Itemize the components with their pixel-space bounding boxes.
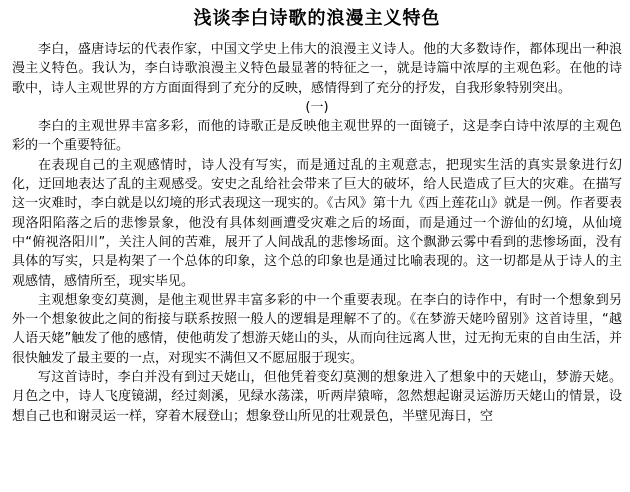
body-paragraph: 李白的主观世界丰富多彩，而他的诗歌正是反映他主观世界的一面镜子，这是李白诗中浓厚的主观色彩的一个重要特征。 [12,119,622,154]
body-paragraph: 写这首诗时，李白并没有到过天姥山，但他凭着变幻莫测的想象进入了想象中的天姥山，梦游天姥。月色之中，诗人飞度镜湖，经过剡溪，见绿水荡漾，听两岸猿啼，忽然想起谢灵运游历天姥山的情景，设想自己也和谢灵运一样，穿着木屐登山；想象登山所见的壮观景色，半壁见海日，空 [12,370,622,424]
section-number: (一) [305,99,329,115]
body-paragraph: 主观想象变幻莫测，是他主观世界丰富多彩的中一个重要表现。在李白的诗作中，有时一个想象到另外一个想象彼此之间的衔接与联系按照一般人的逻辑是理解不了的。《在梦游天姥吟留别》这首诗里，“越人语天姥”触发了他的感情，使他萌发了想游天姥山的头，从而向往远离人世，过无拘无束的自由生活，并很快触发了最主要的一点，对现实不满但又不愿屈服于现实。 [12,292,622,366]
intro-paragraph: 李白，盛唐诗坛的代表作家，中国文学史上伟大的浪漫主义诗人。他的大多数诗作，都体现出一种浪漫主义特色。我认为，李白诗歌浪漫主义特色最显著的特征之一，就是诗篇中浓厚的主观色彩。在他的诗歌中，诗人主观世界的方方面面得到了充分的反映，感情得到了充分的抒发，自我形象特别突出。 [12,42,622,96]
document-title: 浅谈李白诗歌的浪漫主义特色 [193,8,441,29]
body-paragraph: 在表现自己的主观感情时，诗人没有写实，而是通过乱的主观意志，把现实生活的真实景象进行幻化，迂回地表达了乱的主观感受。安史之乱给社会带来了巨大的破坏，给人民造成了巨大的灾难。在描写这一灾难时，李白就是以幻境的形式表现这一现实的。《古风》第十九《西上莲花山》就是一例。作者要表现洛阳陷落之后的悲惨景象，他没有具体刻画遭受灾难之后的场面，而是通过一个游仙的幻境，从仙境中“俯视洛阳川”，关注人间的苦难，展开了人间战乱的悲惨场面。这个飘渺云雾中看到的悲惨场面，没有具体的写实，只是构架了一个总体的印象，这个总的印象也是通过比喻表现的。这一切都是从于诗人的主观感情，感情所至，现实毕见。 [12,157,622,289]
